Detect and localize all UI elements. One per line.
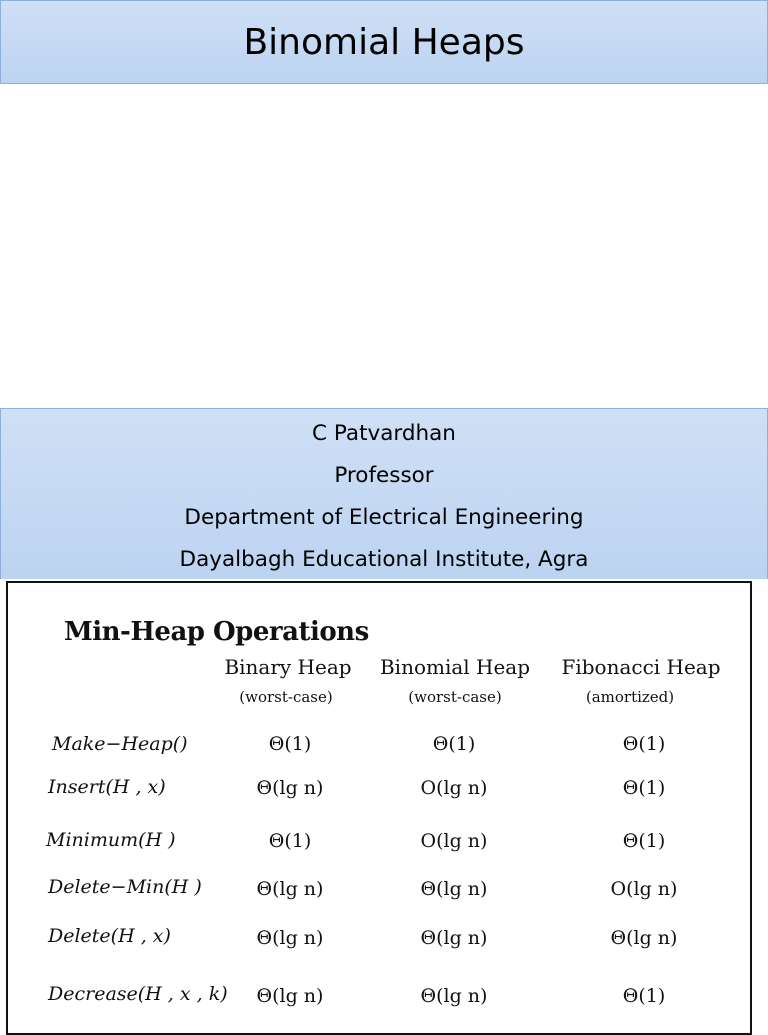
slide-title-banner: [0, 0, 768, 84]
table-cell: Θ(1): [622, 777, 666, 799]
column-note-fibonacci-heap: (amortized): [585, 688, 675, 706]
author-institute: Dayalbagh Educational Institute, Agra: [179, 547, 589, 572]
table-cell: O(lg n): [420, 777, 488, 799]
table-cell: Θ(1): [622, 830, 666, 852]
table-cell: O(lg n): [420, 830, 488, 852]
operation-label: Make−Heap(): [52, 733, 188, 755]
author-name: C Patvardhan: [312, 421, 456, 446]
table-cell: O(lg n): [610, 878, 678, 900]
table-cell: Θ(1): [622, 985, 666, 1007]
author-position: Professor: [334, 463, 434, 488]
operation-label: Delete(H , x): [48, 925, 171, 947]
operation-label: Decrease(H , x , k): [48, 983, 228, 1005]
table-cell: Θ(1): [622, 733, 666, 755]
operation-label: Delete−Min(H ): [48, 876, 202, 898]
table-heading: Min-Heap Operations: [64, 617, 369, 647]
column-header-binomial-heap: Binomial Heap: [379, 655, 531, 679]
complexity-table: [6, 581, 752, 1035]
operation-label: Insert(H , x): [48, 776, 166, 798]
column-note-binary-heap: (worst-case): [239, 688, 333, 706]
table-cell: Θ(1): [268, 733, 312, 755]
table-cell: Θ(1): [268, 830, 312, 852]
table-cell: Θ(lg n): [256, 985, 324, 1007]
table-cell: Θ(lg n): [256, 777, 324, 799]
table-cell: Θ(lg n): [256, 878, 324, 900]
table-cell: Θ(lg n): [256, 927, 324, 949]
table-cell: Θ(1): [432, 733, 476, 755]
column-header-fibonacci-heap: Fibonacci Heap: [561, 655, 721, 679]
table-cell: Θ(lg n): [420, 985, 488, 1007]
column-header-binary-heap: Binary Heap: [224, 655, 352, 679]
table-cell: Θ(lg n): [420, 927, 488, 949]
column-note-binomial-heap: (worst-case): [408, 688, 502, 706]
author-banner: [0, 408, 768, 579]
author-department: Department of Electrical Engineering: [184, 505, 584, 530]
operation-label: Minimum(H ): [46, 829, 176, 851]
table-cell: Θ(lg n): [420, 878, 488, 900]
table-cell: Θ(lg n): [610, 927, 678, 949]
slide-title: Binomial Heaps: [243, 21, 525, 63]
